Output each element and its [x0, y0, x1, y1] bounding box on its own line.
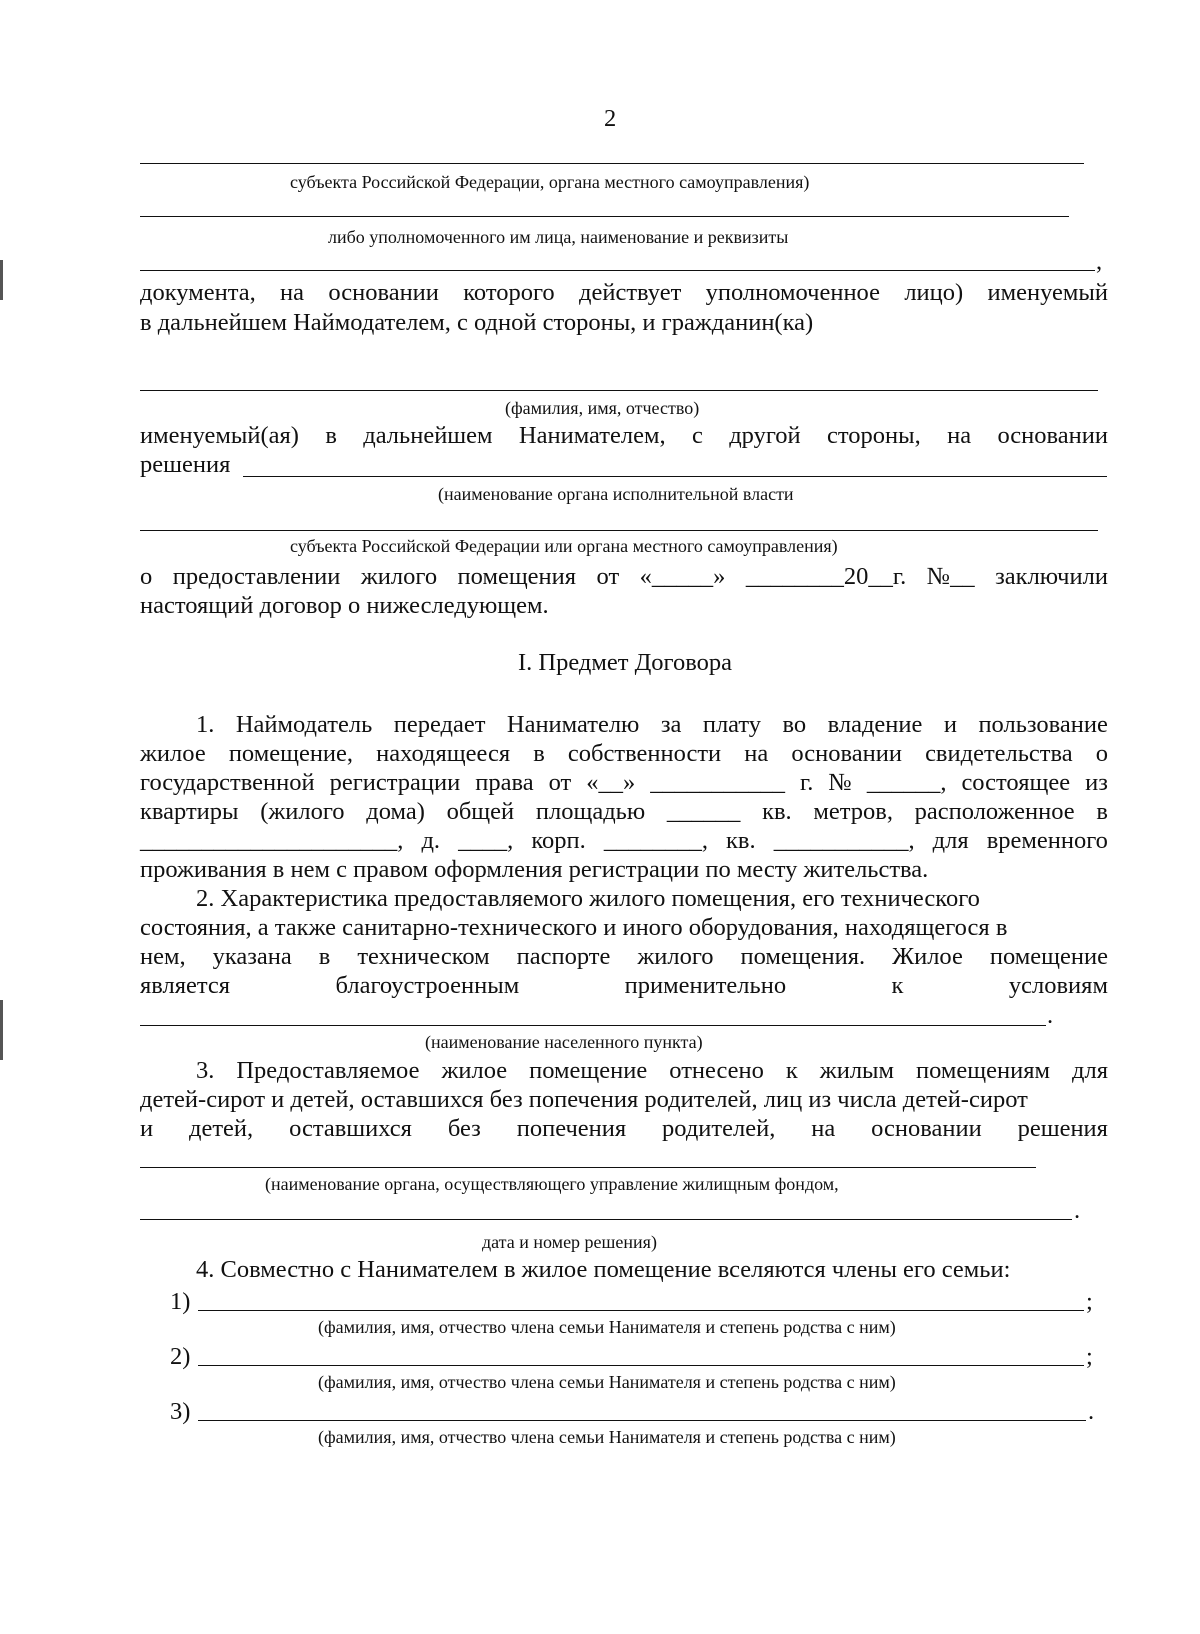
word: дальнейшем [363, 422, 493, 449]
intro-line-2: в дальнейшем Наймодателем, с одной стороны, и гражданин(ка) [140, 309, 814, 336]
word: Наймодатель [235, 711, 373, 738]
decision-label: решения [140, 451, 231, 478]
clause4-intro: 4. Совместно с Нанимателем в жилое помещение вселяются члены его семьи: [196, 1256, 1011, 1283]
clause2-line-4 [140, 974, 1108, 999]
period-mark: . [1047, 1002, 1054, 1029]
member-caption-2: (фамилия, имя, отчество члена семьи Нанимателя и степень родства с ним) [318, 1372, 896, 1392]
word: помещение [529, 1057, 648, 1084]
word: условиям [1008, 972, 1108, 999]
word: жилым [819, 1057, 895, 1084]
word: о [140, 563, 153, 590]
period-mark: . [1074, 1197, 1081, 1224]
word: родителей, [662, 1115, 776, 1142]
blank-line [140, 163, 1084, 164]
word: 3. [196, 1057, 215, 1084]
word: стороны, [827, 422, 921, 449]
word: паспорте [516, 943, 611, 970]
word: на [811, 1115, 836, 1142]
member-line-2 [198, 1365, 1084, 1366]
word: жилое [441, 1057, 508, 1084]
word: и [943, 711, 957, 738]
word: применительно [624, 972, 787, 999]
word: временного [986, 827, 1108, 854]
word: заключили [995, 563, 1108, 590]
word: передает [393, 711, 486, 738]
word: является [140, 972, 231, 999]
blank-line [140, 1219, 1072, 1220]
word: и [140, 1115, 154, 1142]
word: для [1072, 1057, 1108, 1084]
word: состоящее [961, 769, 1071, 796]
word: дома) [366, 798, 425, 825]
word: ______ [666, 798, 741, 825]
blank-line [243, 476, 1107, 477]
word: жилого [360, 563, 438, 590]
clause1-line-2 [140, 742, 1108, 767]
blank-line [140, 1167, 1036, 1168]
word: ____, [458, 827, 514, 854]
word: на [280, 279, 305, 306]
word: _____________________, [140, 827, 404, 854]
member-number-1: 1) [170, 1288, 191, 1315]
word: документа, [140, 279, 256, 306]
clause1-line-6: проживания в нем с правом оформления регистрации по месту жительства. [140, 856, 929, 883]
word: детей, [189, 1115, 254, 1142]
word: уполномоченное [705, 279, 880, 306]
word: кв. [762, 798, 792, 825]
clause1-line-4 [140, 800, 1108, 825]
word: предоставлении [172, 563, 341, 590]
caption-exec-authority: (наименование органа исполнительной власти [438, 484, 794, 504]
word: плату [702, 711, 762, 738]
scan-edge-mark [0, 1000, 3, 1060]
word: на [744, 740, 769, 767]
clause1-line-5 [140, 829, 1108, 854]
member-caption-1: (фамилия, имя, отчество члена семьи Нанимателя и степень родства с ним) [318, 1317, 896, 1337]
word: основании [328, 279, 439, 306]
word: от [548, 769, 572, 796]
trailing-comma: , [1096, 248, 1103, 275]
intro-line-1 [140, 281, 1108, 306]
word: ___________, [773, 827, 915, 854]
word: оставшихся [289, 1115, 412, 1142]
clause3-line-2: детей-сирот и детей, оставшихся без попечения родителей, лиц из числа детей-сирот [140, 1086, 1028, 1113]
word: о [1095, 740, 1108, 767]
word: без [447, 1115, 481, 1142]
caption-locality: (наименование населенного пункта) [425, 1032, 703, 1052]
member-line-1 [198, 1310, 1084, 1311]
word: на [947, 422, 972, 449]
word: ________20__г. [745, 563, 907, 590]
word: государственной [140, 769, 315, 796]
word: помещения. [740, 943, 866, 970]
word: Нанимателю [506, 711, 640, 738]
word: основании [997, 422, 1108, 449]
word: д. [421, 827, 441, 854]
word: ________, [603, 827, 708, 854]
word: г. [800, 769, 814, 796]
blank-line [140, 1025, 1046, 1026]
clause3-line-1 [196, 1059, 1108, 1084]
word: находящееся [376, 740, 511, 767]
word: благоустроенным [335, 972, 520, 999]
word: жилого [637, 943, 714, 970]
blank-line [140, 390, 1098, 391]
word: пользование [978, 711, 1108, 738]
caption-subject-org: субъекта Российской Федерации, органа местного самоуправления) [290, 172, 810, 192]
word: действует [579, 279, 682, 306]
member-end-1: ; [1086, 1288, 1093, 1315]
provision-line-1 [140, 565, 1108, 590]
word: основании [871, 1115, 982, 1142]
scan-edge-mark [0, 260, 3, 300]
word: нем, [140, 943, 186, 970]
word: Жилое [892, 943, 963, 970]
caption-fio: (фамилия, имя, отчество) [505, 398, 700, 418]
blank-line [140, 216, 1069, 217]
clause2-line-1: 2. Характеристика предоставляемого жилого помещения, его технического [196, 885, 980, 912]
word: для [932, 827, 969, 854]
word: собственности [567, 740, 722, 767]
provision-line-2: настоящий договор о нижеследующем. [140, 592, 549, 619]
caption-subject-or-local: субъекта Российской Федерации или органа местного самоуправления) [290, 536, 838, 556]
word: в [533, 740, 545, 767]
word: (жилого [260, 798, 345, 825]
word: права [475, 769, 534, 796]
word: указана [212, 943, 292, 970]
caption-decision-date: дата и номер решения) [482, 1232, 657, 1252]
word: Нанимателем, [518, 422, 666, 449]
word: основании [791, 740, 902, 767]
word: 1. [196, 711, 215, 738]
word: кв. [726, 827, 756, 854]
word: «__» [586, 769, 636, 796]
word: № [828, 769, 852, 796]
word: помещение, [228, 740, 354, 767]
word: площадью [535, 798, 646, 825]
member-caption-3: (фамилия, имя, отчество члена семьи Нанимателя и степень родства с ним) [318, 1427, 896, 1447]
clause3-line-3 [140, 1117, 1108, 1142]
word: квартиры [140, 798, 239, 825]
blank-line [140, 530, 1098, 531]
word: в [318, 943, 331, 970]
member-end-3: . [1088, 1398, 1095, 1425]
word: от [596, 563, 620, 590]
word: другой [729, 422, 801, 449]
section-title: I. Предмет Договора [518, 649, 733, 676]
word: именуемый [987, 279, 1108, 306]
word: №__ [926, 563, 975, 590]
word: решения [1017, 1115, 1108, 1142]
word: к [891, 972, 904, 999]
word: помещениям [916, 1057, 1051, 1084]
word: корп. [531, 827, 586, 854]
tenant-line-1 [140, 424, 1108, 449]
word: которого [463, 279, 555, 306]
word: с [691, 422, 703, 449]
word: помещения [457, 563, 577, 590]
word: метров, [813, 798, 893, 825]
word: регистрации [329, 769, 461, 796]
word: «_____» [639, 563, 726, 590]
word: во [782, 711, 807, 738]
clause1-line-3 [140, 771, 1108, 796]
word: общей [446, 798, 515, 825]
blank-line [140, 270, 1095, 271]
member-number-3: 3) [170, 1398, 191, 1425]
clause2-line-2: состояния, а также санитарно-технического и иного оборудования, находящегося в [140, 914, 1008, 941]
caption-authorized: либо уполномоченного им лица, наименование и реквизиты [328, 227, 789, 247]
word: ___________ [650, 769, 785, 796]
member-end-2: ; [1086, 1343, 1093, 1370]
word: попечения [516, 1115, 627, 1142]
clause2-line-3 [140, 945, 1108, 970]
word: именуемый(ая) [140, 422, 299, 449]
word: в [1096, 798, 1108, 825]
page-number: 2 [604, 105, 617, 132]
member-line-3 [198, 1420, 1086, 1421]
word: свидетельства [925, 740, 1073, 767]
word: расположенное [914, 798, 1075, 825]
caption-housing-org: (наименование органа, осуществляющего управление жилищным фондом, [265, 1174, 839, 1194]
word: к [785, 1057, 798, 1084]
word: отнесено [669, 1057, 764, 1084]
word: в [325, 422, 337, 449]
word: помещение [989, 943, 1108, 970]
word: жилое [140, 740, 206, 767]
word: лицо) [904, 279, 964, 306]
clause1-line-1 [196, 713, 1108, 738]
word: из [1085, 769, 1108, 796]
word: ______, [866, 769, 947, 796]
word: владение [827, 711, 923, 738]
word: за [660, 711, 682, 738]
member-number-2: 2) [170, 1343, 191, 1370]
word: техническом [357, 943, 490, 970]
word: Предоставляемое [236, 1057, 420, 1084]
